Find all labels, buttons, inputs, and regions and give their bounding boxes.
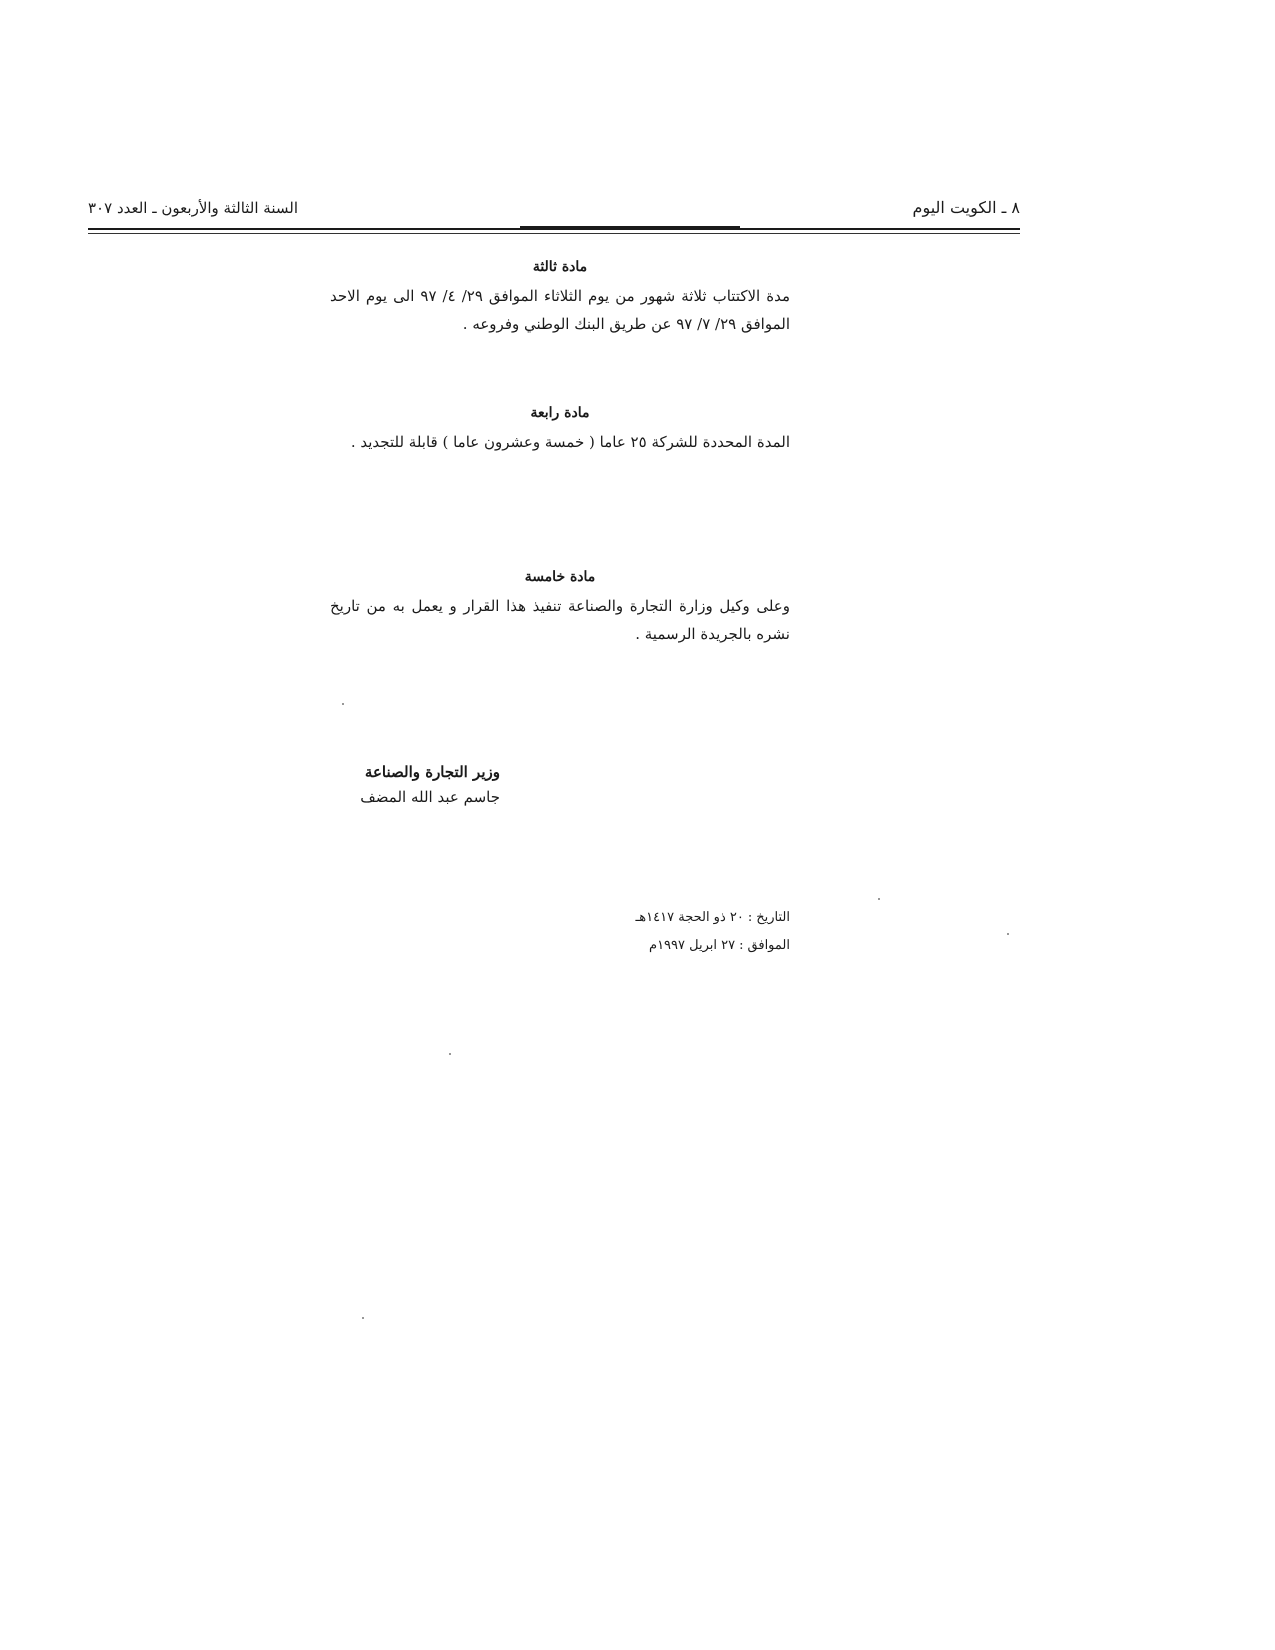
signatory-title: وزير التجارة والصناعة [364,763,500,781]
scan-speck [362,1317,364,1319]
gregorian-date-value: ٢٧ ابريل ١٩٩٧م [649,938,736,953]
article-three [330,256,790,338]
year-and-issue: السنة الثالثة والأربعون ـ العدد ٣٠٧ [88,199,298,217]
date-separator: : [739,938,744,953]
signatory-name: جاسم عبد الله المضف [360,788,500,806]
page-number-and-publication: ٨ ـ الكويت اليوم [912,198,1020,217]
article-five [330,566,790,648]
scan-speck [449,1053,451,1055]
hijri-date-line [580,904,790,932]
scan-speck [878,898,880,900]
article-title: مادة ثالثة [532,259,588,275]
gregorian-date-label: الموافق [747,938,790,953]
article-four [330,402,790,456]
gregorian-date-line [580,932,790,960]
article-text: وعلى وكيل وزارة التجارة والصناعة تنفيذ هذا القرار و يعمل به من تاريخ نشره بالجريدة الرسمية . [330,597,790,643]
header-rule-thin [88,233,1020,234]
article-title: مادة خامسة [524,569,596,585]
running-header [88,196,1020,226]
hijri-date-value: ٢٠ ذو الحجة ١٤١٧هـ [635,910,744,925]
issue-dates [580,904,790,960]
article-text: مدة الاكتتاب ثلاثة شهور من يوم الثلاثاء الموافق ٢٩/ ٤/ ٩٧ الى يوم الاحد الموافق ٢٩/ ٧/ ٩٧ عن طريق البنك الوطني وفروعه . [330,287,791,333]
hijri-date-label: التاريخ [756,910,790,925]
scan-speck [1007,933,1009,935]
date-separator: : [747,910,753,925]
article-title: مادة رابعة [530,405,590,421]
article-text: المدة المحددة للشركة ٢٥ عاما ( خمسة وعشرون عاما ) قابلة للتجديد . [350,433,790,451]
scan-speck [342,703,344,705]
header-rule-accent [520,226,740,229]
minister-signature-block [330,760,500,810]
